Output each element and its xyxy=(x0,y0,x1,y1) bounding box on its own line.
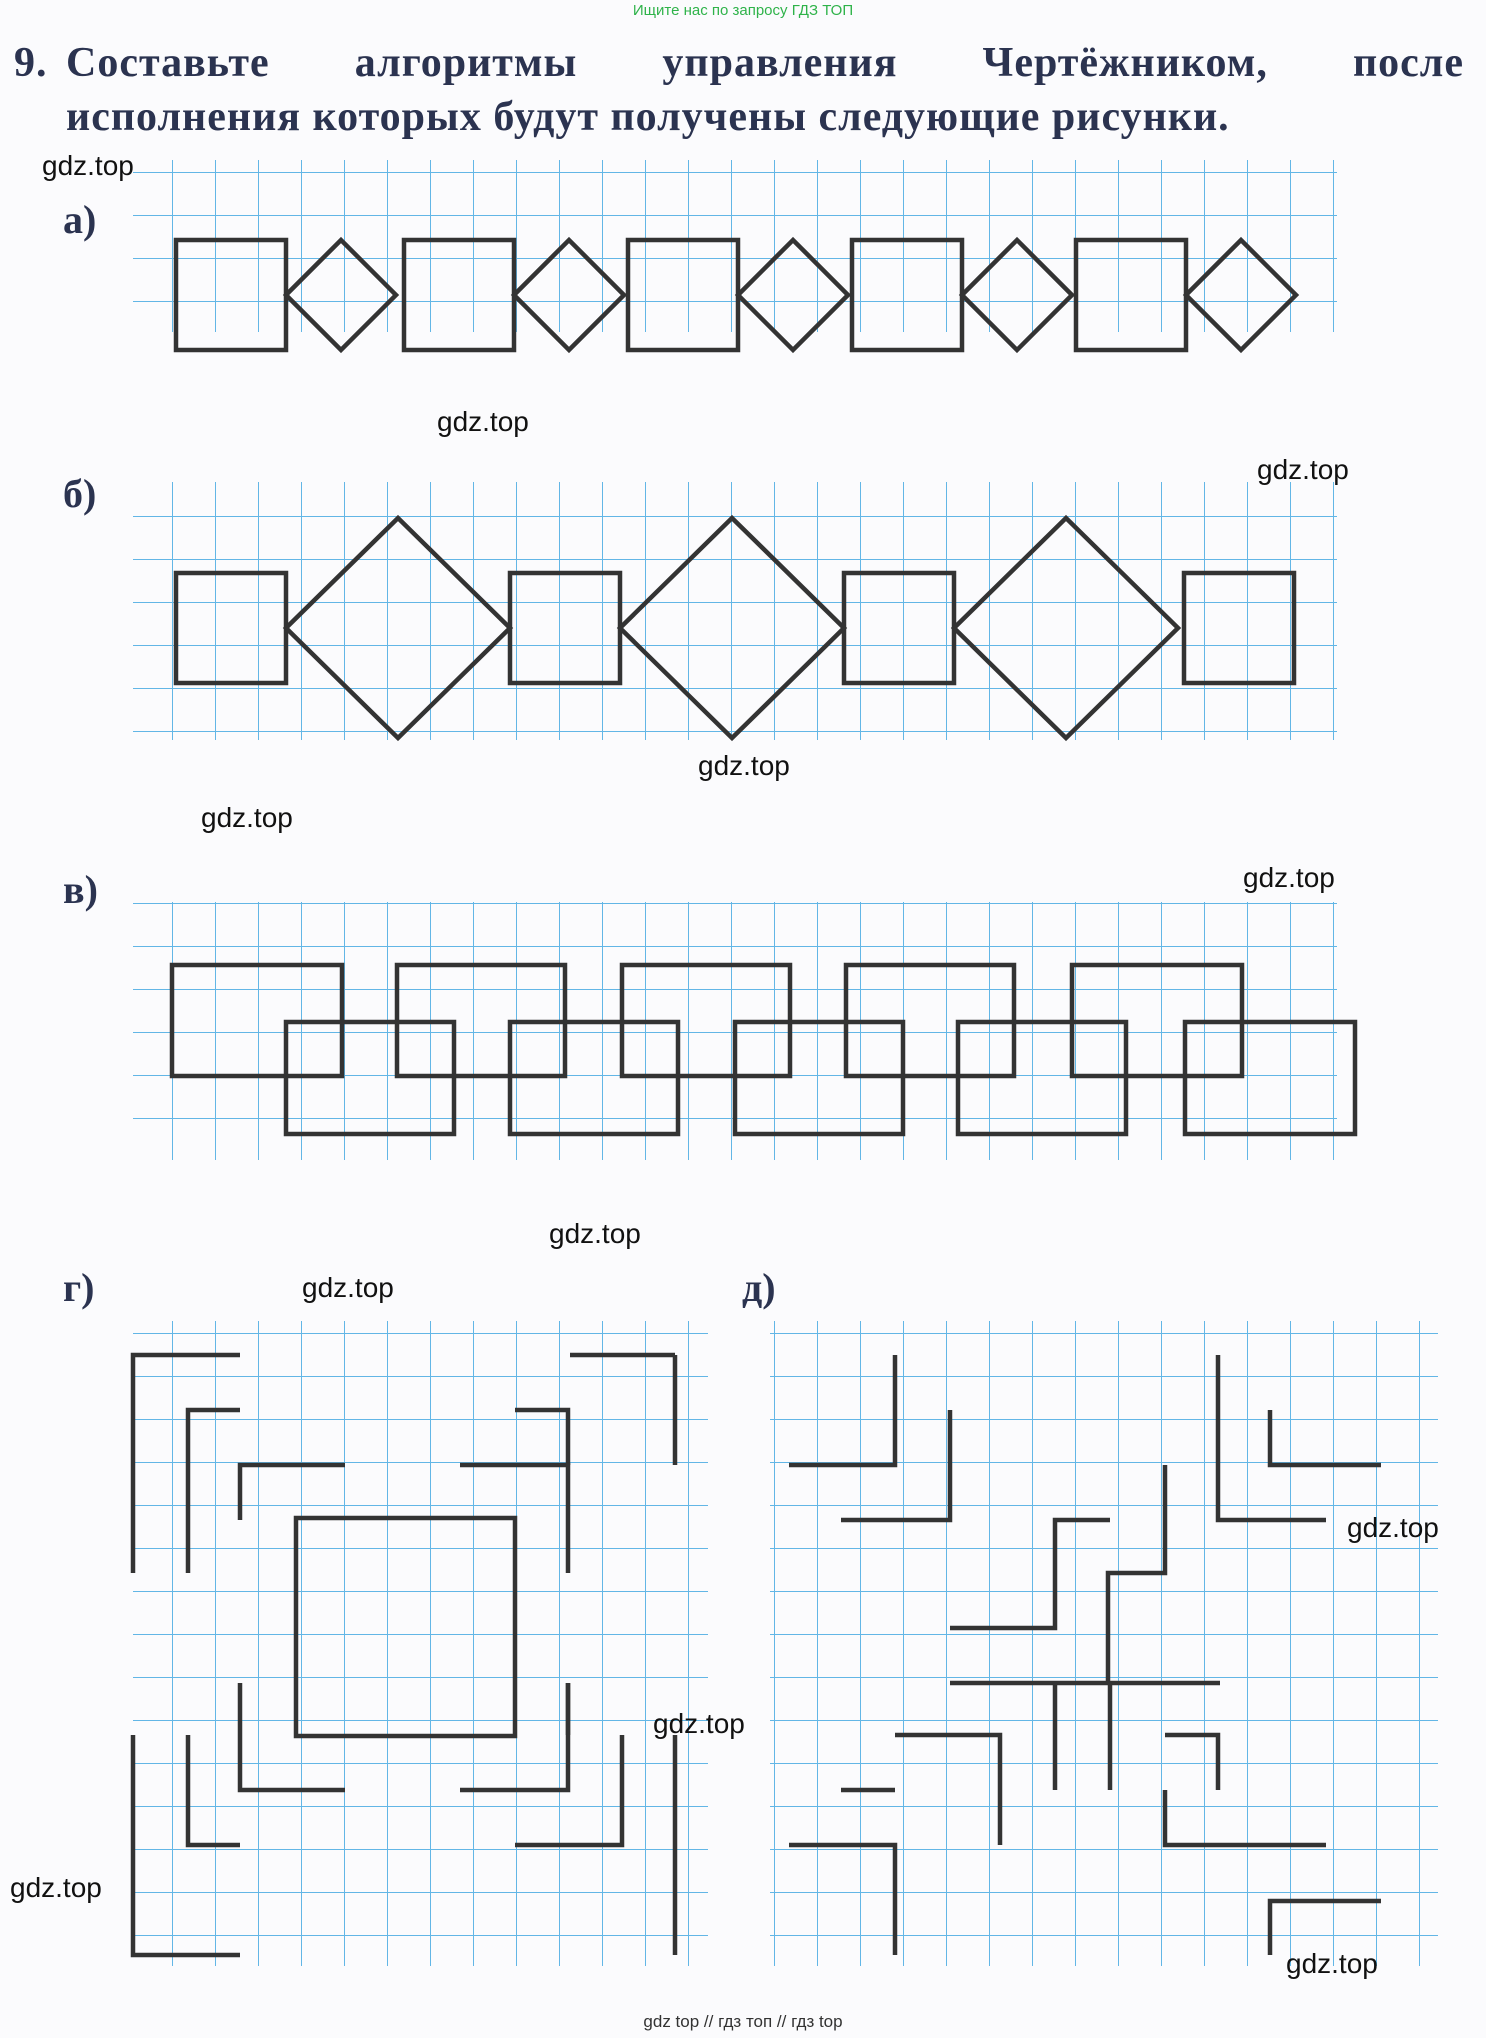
part-label-v: в) xyxy=(63,867,98,912)
task-number: 9. xyxy=(14,40,48,86)
watermark: gdz.top xyxy=(1286,1948,1378,1979)
task-word: управления xyxy=(662,40,898,86)
part-label-g: г) xyxy=(63,1265,95,1310)
task-word: Чертёжником, xyxy=(982,40,1268,86)
watermark: gdz.top xyxy=(1347,1512,1439,1543)
watermark: gdz.top xyxy=(302,1272,394,1303)
watermark: gdz.top xyxy=(1243,862,1335,893)
grid-a xyxy=(133,160,1337,332)
grid-d xyxy=(770,1321,1438,1966)
grid-g xyxy=(133,1321,708,1966)
task-line-2: исполнения которых будут получены следующие рисунки. xyxy=(66,94,1230,140)
watermark: gdz.top xyxy=(698,750,790,781)
watermark: gdz.top xyxy=(1257,454,1349,485)
watermark: gdz.top xyxy=(10,1872,102,1903)
task-word: алгоритмы xyxy=(354,40,578,86)
watermark: gdz.top xyxy=(42,150,134,181)
part-label-a: а) xyxy=(63,197,97,242)
watermark: gdz.top xyxy=(201,802,293,833)
watermark: gdz.top xyxy=(549,1218,641,1249)
header-note: Ищите нас по запросу ГДЗ ТОП xyxy=(632,2,854,19)
watermark: gdz.top xyxy=(437,406,529,437)
footer-note: gdz top // гдз топ // гдз top xyxy=(643,2012,843,2031)
task-word: после xyxy=(1352,40,1464,86)
watermark: gdz.top xyxy=(653,1708,745,1739)
task-word: Составьте xyxy=(66,40,270,86)
part-label-d: д) xyxy=(742,1265,776,1310)
part-label-b: б) xyxy=(63,471,97,516)
